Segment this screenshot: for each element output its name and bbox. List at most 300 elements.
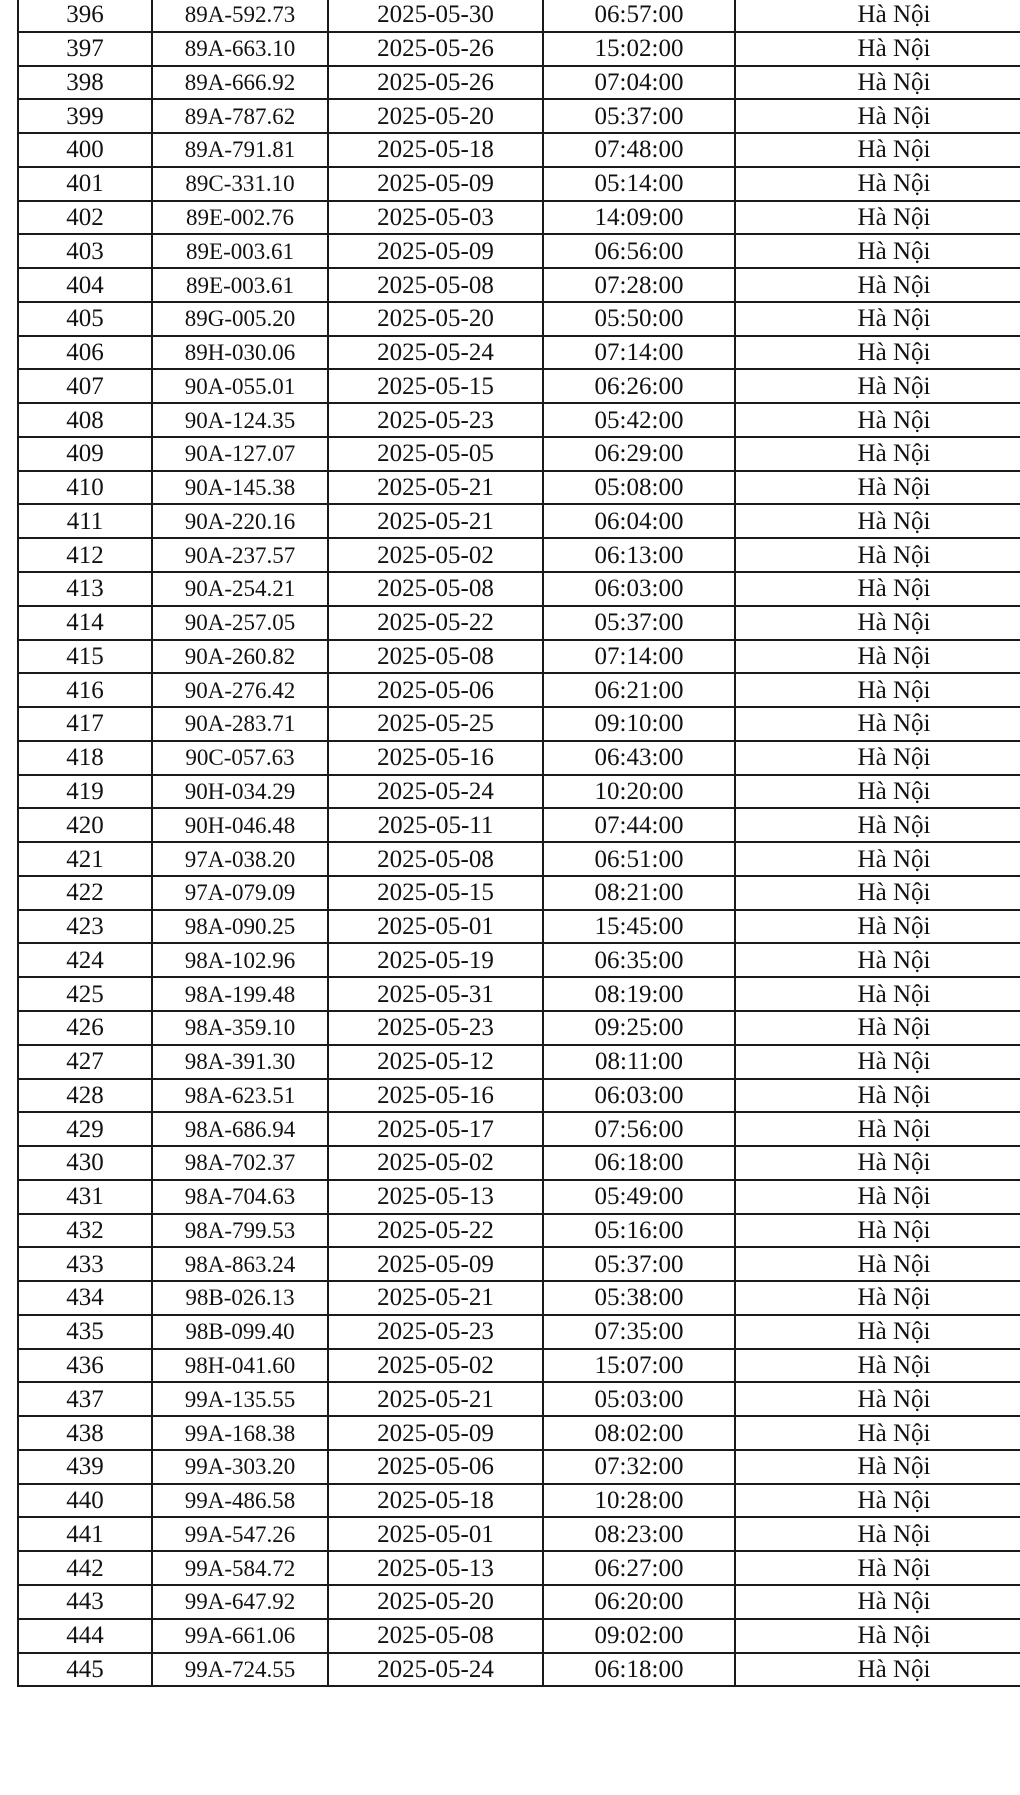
cell-place — [735, 1180, 1020, 1214]
cell-date: 2025-05-01 — [328, 910, 543, 944]
table-row — [18, 133, 1020, 167]
table-row — [18, 268, 1020, 302]
cell-time: 06:43:00 — [543, 741, 735, 775]
cell-place-text: Hà Nội — [857, 1419, 931, 1447]
cell-date: 2025-05-24 — [328, 336, 543, 370]
cell-date: 2025-05-26 — [328, 66, 543, 100]
cell-place-text: Hà Nội — [857, 1, 931, 29]
table-row — [18, 876, 1020, 910]
cell-place-text: Hà Nội — [857, 1284, 931, 1312]
cell-plate: 99A-486.58 — [152, 1484, 328, 1518]
cell-time: 10:28:00 — [543, 1484, 735, 1518]
cell-stt: 436 — [18, 1349, 152, 1383]
table-row — [18, 167, 1020, 201]
cell-stt: 396 — [18, 0, 152, 32]
cell-date: 2025-05-09 — [328, 234, 543, 268]
violations-table — [17, 0, 1020, 1687]
cell-plate: 98A-090.25 — [152, 910, 328, 944]
cell-time: 07:14:00 — [543, 336, 735, 370]
cell-date: 2025-05-03 — [328, 201, 543, 235]
cell-date: 2025-05-02 — [328, 538, 543, 572]
cell-time: 06:56:00 — [543, 234, 735, 268]
cell-stt: 406 — [18, 336, 152, 370]
cell-place — [735, 133, 1020, 167]
cell-date: 2025-05-08 — [328, 640, 543, 674]
cell-time: 06:35:00 — [543, 943, 735, 977]
cell-stt: 417 — [18, 707, 152, 741]
cell-plate: 97A-038.20 — [152, 842, 328, 876]
cell-plate: 99A-661.06 — [152, 1619, 328, 1653]
cell-place-text: Hà Nội — [857, 946, 931, 974]
cell-place — [735, 1450, 1020, 1484]
table-row — [18, 471, 1020, 505]
cell-date: 2025-05-18 — [328, 133, 543, 167]
cell-date: 2025-05-09 — [328, 167, 543, 201]
cell-place — [735, 504, 1020, 538]
cell-place — [735, 471, 1020, 505]
cell-stt: 427 — [18, 1045, 152, 1079]
table-row — [18, 1382, 1020, 1416]
cell-plate: 90A-276.42 — [152, 673, 328, 707]
cell-time: 07:56:00 — [543, 1112, 735, 1146]
table-row — [18, 504, 1020, 538]
cell-place — [735, 99, 1020, 133]
table-row — [18, 1247, 1020, 1281]
cell-stt: 407 — [18, 369, 152, 403]
cell-place-text: Hà Nội — [857, 372, 931, 400]
cell-stt: 437 — [18, 1382, 152, 1416]
table-row — [18, 403, 1020, 437]
cell-plate: 99A-724.55 — [152, 1653, 328, 1687]
cell-plate: 89A-666.92 — [152, 66, 328, 100]
table-row — [18, 910, 1020, 944]
cell-place — [735, 1011, 1020, 1045]
cell-place — [735, 336, 1020, 370]
cell-time: 09:25:00 — [543, 1011, 735, 1045]
cell-place-text: Hà Nội — [857, 474, 931, 502]
cell-place — [735, 1517, 1020, 1551]
cell-plate: 99A-303.20 — [152, 1450, 328, 1484]
cell-date: 2025-05-23 — [328, 1011, 543, 1045]
cell-place — [735, 201, 1020, 235]
table-row — [18, 1146, 1020, 1180]
table-row — [18, 234, 1020, 268]
cell-place — [735, 0, 1020, 32]
cell-place — [735, 1484, 1020, 1518]
cell-plate: 89A-791.81 — [152, 133, 328, 167]
cell-time: 06:13:00 — [543, 538, 735, 572]
cell-date: 2025-05-12 — [328, 1045, 543, 1079]
cell-date: 2025-05-06 — [328, 1450, 543, 1484]
cell-place-text: Hà Nội — [857, 845, 931, 873]
cell-place — [735, 1146, 1020, 1180]
cell-time: 05:08:00 — [543, 471, 735, 505]
cell-place-text: Hà Nội — [857, 1048, 931, 1076]
cell-date: 2025-05-25 — [328, 707, 543, 741]
cell-plate: 90A-260.82 — [152, 640, 328, 674]
cell-date: 2025-05-19 — [328, 943, 543, 977]
cell-date: 2025-05-21 — [328, 471, 543, 505]
cell-place — [735, 1214, 1020, 1248]
cell-place-text: Hà Nội — [857, 609, 931, 637]
cell-plate: 90H-046.48 — [152, 808, 328, 842]
cell-place-text: Hà Nội — [857, 170, 931, 198]
cell-stt: 445 — [18, 1653, 152, 1687]
cell-plate: 89E-003.61 — [152, 234, 328, 268]
cell-stt: 420 — [18, 808, 152, 842]
cell-place-text: Hà Nội — [857, 676, 931, 704]
cell-time: 05:03:00 — [543, 1382, 735, 1416]
cell-place-text: Hà Nội — [857, 1081, 931, 1109]
cell-plate: 90C-057.63 — [152, 741, 328, 775]
cell-stt: 421 — [18, 842, 152, 876]
cell-plate: 90A-127.07 — [152, 437, 328, 471]
cell-place — [735, 167, 1020, 201]
cell-time: 05:37:00 — [543, 606, 735, 640]
cell-stt: 415 — [18, 640, 152, 674]
cell-stt: 404 — [18, 268, 152, 302]
cell-date: 2025-05-20 — [328, 99, 543, 133]
cell-stt: 430 — [18, 1146, 152, 1180]
cell-date: 2025-05-15 — [328, 876, 543, 910]
cell-stt: 403 — [18, 234, 152, 268]
table-row — [18, 707, 1020, 741]
cell-plate: 90A-257.05 — [152, 606, 328, 640]
cell-place-text: Hà Nội — [857, 1183, 931, 1211]
cell-date: 2025-05-08 — [328, 842, 543, 876]
cell-time: 08:11:00 — [543, 1045, 735, 1079]
cell-time: 07:32:00 — [543, 1450, 735, 1484]
cell-plate: 89H-030.06 — [152, 336, 328, 370]
cell-date: 2025-05-02 — [328, 1349, 543, 1383]
cell-place-text: Hà Nội — [857, 879, 931, 907]
cell-plate: 90A-124.35 — [152, 403, 328, 437]
cell-stt: 413 — [18, 572, 152, 606]
cell-place — [735, 910, 1020, 944]
table-row — [18, 572, 1020, 606]
cell-time: 07:04:00 — [543, 66, 735, 100]
cell-stt: 432 — [18, 1214, 152, 1248]
cell-date: 2025-05-18 — [328, 1484, 543, 1518]
cell-place — [735, 1281, 1020, 1315]
cell-date: 2025-05-20 — [328, 1585, 543, 1619]
cell-place — [735, 640, 1020, 674]
cell-place-text: Hà Nội — [857, 102, 931, 130]
cell-plate: 90A-145.38 — [152, 471, 328, 505]
cell-time: 06:03:00 — [543, 1079, 735, 1113]
cell-time: 06:29:00 — [543, 437, 735, 471]
cell-time: 07:48:00 — [543, 133, 735, 167]
cell-place-text: Hà Nội — [857, 710, 931, 738]
cell-place — [735, 1585, 1020, 1619]
cell-time: 08:21:00 — [543, 876, 735, 910]
table-row — [18, 302, 1020, 336]
cell-stt: 398 — [18, 66, 152, 100]
cell-plate: 99A-647.92 — [152, 1585, 328, 1619]
cell-time: 06:51:00 — [543, 842, 735, 876]
cell-place-text: Hà Nội — [857, 136, 931, 164]
cell-date: 2025-05-22 — [328, 606, 543, 640]
cell-place — [735, 437, 1020, 471]
cell-place-text: Hà Nội — [857, 35, 931, 63]
table-row — [18, 1653, 1020, 1687]
cell-stt: 431 — [18, 1180, 152, 1214]
cell-date: 2025-05-24 — [328, 1653, 543, 1687]
cell-stt: 441 — [18, 1517, 152, 1551]
cell-time: 06:03:00 — [543, 572, 735, 606]
cell-place — [735, 66, 1020, 100]
table-row — [18, 1112, 1020, 1146]
cell-place-text: Hà Nội — [857, 1520, 931, 1548]
cell-stt: 414 — [18, 606, 152, 640]
cell-stt: 439 — [18, 1450, 152, 1484]
cell-place — [735, 403, 1020, 437]
cell-time: 07:28:00 — [543, 268, 735, 302]
cell-place-text: Hà Nội — [857, 1588, 931, 1616]
cell-time: 09:02:00 — [543, 1619, 735, 1653]
table-row — [18, 977, 1020, 1011]
cell-place — [735, 1551, 1020, 1585]
cell-stt: 424 — [18, 943, 152, 977]
cell-time: 05:38:00 — [543, 1281, 735, 1315]
cell-date: 2025-05-23 — [328, 1315, 543, 1349]
cell-plate: 98A-704.63 — [152, 1180, 328, 1214]
cell-stt: 438 — [18, 1416, 152, 1450]
table-row — [18, 943, 1020, 977]
cell-place — [735, 1416, 1020, 1450]
cell-plate: 99A-547.26 — [152, 1517, 328, 1551]
table-row — [18, 32, 1020, 66]
cell-place-text: Hà Nội — [857, 203, 931, 231]
cell-stt: 429 — [18, 1112, 152, 1146]
cell-date: 2025-05-21 — [328, 504, 543, 538]
cell-date: 2025-05-20 — [328, 302, 543, 336]
cell-place — [735, 234, 1020, 268]
cell-place-text: Hà Nội — [857, 744, 931, 772]
cell-plate: 89A-663.10 — [152, 32, 328, 66]
cell-place-text: Hà Nội — [857, 541, 931, 569]
cell-place — [735, 1112, 1020, 1146]
cell-plate: 89A-592.73 — [152, 0, 328, 32]
cell-time: 05:49:00 — [543, 1180, 735, 1214]
cell-stt: 444 — [18, 1619, 152, 1653]
cell-time: 05:16:00 — [543, 1214, 735, 1248]
cell-plate: 98A-863.24 — [152, 1247, 328, 1281]
table-body — [18, 0, 1020, 1686]
table-row — [18, 1619, 1020, 1653]
table-row — [18, 775, 1020, 809]
table-row — [18, 606, 1020, 640]
cell-stt: 434 — [18, 1281, 152, 1315]
cell-time: 06:18:00 — [543, 1146, 735, 1180]
cell-time: 06:20:00 — [543, 1585, 735, 1619]
table-row — [18, 1517, 1020, 1551]
table-row — [18, 336, 1020, 370]
cell-time: 07:14:00 — [543, 640, 735, 674]
cell-time: 06:26:00 — [543, 369, 735, 403]
cell-place-text: Hà Nội — [857, 237, 931, 265]
cell-place-text: Hà Nội — [857, 1250, 931, 1278]
table-row — [18, 538, 1020, 572]
cell-place-text: Hà Nội — [857, 980, 931, 1008]
cell-date: 2025-05-22 — [328, 1214, 543, 1248]
cell-plate: 98A-623.51 — [152, 1079, 328, 1113]
cell-stt: 408 — [18, 403, 152, 437]
cell-place-text: Hà Nội — [857, 1655, 931, 1683]
cell-date: 2025-05-11 — [328, 808, 543, 842]
cell-place — [735, 302, 1020, 336]
cell-place — [735, 842, 1020, 876]
cell-plate: 90A-254.21 — [152, 572, 328, 606]
cell-place-text: Hà Nội — [857, 406, 931, 434]
cell-place — [735, 673, 1020, 707]
cell-stt: 399 — [18, 99, 152, 133]
cell-time: 15:07:00 — [543, 1349, 735, 1383]
cell-stt: 442 — [18, 1551, 152, 1585]
cell-plate: 98H-041.60 — [152, 1349, 328, 1383]
cell-place — [735, 538, 1020, 572]
cell-stt: 425 — [18, 977, 152, 1011]
cell-place-text: Hà Nội — [857, 1554, 931, 1582]
cell-stt: 426 — [18, 1011, 152, 1045]
cell-plate: 90A-237.57 — [152, 538, 328, 572]
cell-time: 06:57:00 — [543, 0, 735, 32]
cell-stt: 405 — [18, 302, 152, 336]
table-row — [18, 1281, 1020, 1315]
cell-date: 2025-05-17 — [328, 1112, 543, 1146]
table-row — [18, 0, 1020, 32]
cell-date: 2025-05-13 — [328, 1180, 543, 1214]
cell-stt: 416 — [18, 673, 152, 707]
table-row — [18, 1214, 1020, 1248]
cell-plate: 89E-003.61 — [152, 268, 328, 302]
cell-stt: 435 — [18, 1315, 152, 1349]
table-row — [18, 1079, 1020, 1113]
cell-place-text: Hà Nội — [857, 1318, 931, 1346]
cell-date: 2025-05-06 — [328, 673, 543, 707]
cell-place — [735, 1045, 1020, 1079]
cell-plate: 98A-702.37 — [152, 1146, 328, 1180]
table-row — [18, 1585, 1020, 1619]
cell-plate: 98B-099.40 — [152, 1315, 328, 1349]
cell-place — [735, 775, 1020, 809]
cell-stt: 440 — [18, 1484, 152, 1518]
cell-time: 05:37:00 — [543, 1247, 735, 1281]
cell-stt: 400 — [18, 133, 152, 167]
cell-time: 08:02:00 — [543, 1416, 735, 1450]
cell-date: 2025-05-09 — [328, 1416, 543, 1450]
cell-place-text: Hà Nội — [857, 1487, 931, 1515]
cell-plate: 99A-584.72 — [152, 1551, 328, 1585]
table-row — [18, 1180, 1020, 1214]
cell-plate: 97A-079.09 — [152, 876, 328, 910]
cell-stt: 412 — [18, 538, 152, 572]
cell-plate: 98A-199.48 — [152, 977, 328, 1011]
cell-date: 2025-05-21 — [328, 1382, 543, 1416]
cell-stt: 433 — [18, 1247, 152, 1281]
table-row — [18, 1315, 1020, 1349]
cell-date: 2025-05-31 — [328, 977, 543, 1011]
table-row — [18, 673, 1020, 707]
cell-plate: 90A-055.01 — [152, 369, 328, 403]
cell-stt: 402 — [18, 201, 152, 235]
cell-date: 2025-05-30 — [328, 0, 543, 32]
table-row — [18, 808, 1020, 842]
cell-stt: 409 — [18, 437, 152, 471]
cell-place-text: Hà Nội — [857, 271, 931, 299]
cell-stt: 411 — [18, 504, 152, 538]
cell-plate: 90A-283.71 — [152, 707, 328, 741]
table-row — [18, 1450, 1020, 1484]
cell-place-text: Hà Nội — [857, 507, 931, 535]
cell-plate: 89C-331.10 — [152, 167, 328, 201]
cell-time: 10:20:00 — [543, 775, 735, 809]
table-row — [18, 66, 1020, 100]
cell-stt: 423 — [18, 910, 152, 944]
table-row — [18, 1484, 1020, 1518]
cell-place — [735, 1247, 1020, 1281]
cell-place-text: Hà Nội — [857, 1622, 931, 1650]
cell-date: 2025-05-01 — [328, 1517, 543, 1551]
cell-plate: 98A-102.96 — [152, 943, 328, 977]
cell-plate: 90H-034.29 — [152, 775, 328, 809]
cell-date: 2025-05-09 — [328, 1247, 543, 1281]
cell-plate: 89G-005.20 — [152, 302, 328, 336]
cell-place-text: Hà Nội — [857, 1453, 931, 1481]
cell-plate: 90A-220.16 — [152, 504, 328, 538]
cell-plate: 89E-002.76 — [152, 201, 328, 235]
cell-stt: 418 — [18, 741, 152, 775]
cell-place — [735, 943, 1020, 977]
cell-place — [735, 1653, 1020, 1687]
cell-date: 2025-05-16 — [328, 1079, 543, 1113]
table-row — [18, 369, 1020, 403]
cell-place — [735, 1315, 1020, 1349]
cell-date: 2025-05-08 — [328, 1619, 543, 1653]
cell-place — [735, 572, 1020, 606]
table-row — [18, 842, 1020, 876]
cell-date: 2025-05-24 — [328, 775, 543, 809]
cell-plate: 98A-799.53 — [152, 1214, 328, 1248]
cell-place-text: Hà Nội — [857, 1216, 931, 1244]
table-row — [18, 1045, 1020, 1079]
cell-date: 2025-05-08 — [328, 268, 543, 302]
cell-time: 06:21:00 — [543, 673, 735, 707]
cell-plate: 99A-135.55 — [152, 1382, 328, 1416]
cell-place-text: Hà Nội — [857, 811, 931, 839]
cell-place-text: Hà Nội — [857, 1115, 931, 1143]
cell-place-text: Hà Nội — [857, 642, 931, 670]
table-row — [18, 640, 1020, 674]
cell-place-text: Hà Nội — [857, 1149, 931, 1177]
cell-place — [735, 1079, 1020, 1113]
cell-stt: 428 — [18, 1079, 152, 1113]
cell-place-text: Hà Nội — [857, 913, 931, 941]
cell-place — [735, 1349, 1020, 1383]
cell-place-text: Hà Nội — [857, 305, 931, 333]
cell-place-text: Hà Nội — [857, 440, 931, 468]
cell-place-text: Hà Nội — [857, 1352, 931, 1379]
cell-plate: 99A-168.38 — [152, 1416, 328, 1450]
table-row — [18, 99, 1020, 133]
cell-place — [735, 876, 1020, 910]
cell-place — [735, 606, 1020, 640]
cell-stt: 397 — [18, 32, 152, 66]
cell-time: 14:09:00 — [543, 201, 735, 235]
cell-time: 06:18:00 — [543, 1653, 735, 1687]
cell-time: 08:19:00 — [543, 977, 735, 1011]
cell-stt: 410 — [18, 471, 152, 505]
